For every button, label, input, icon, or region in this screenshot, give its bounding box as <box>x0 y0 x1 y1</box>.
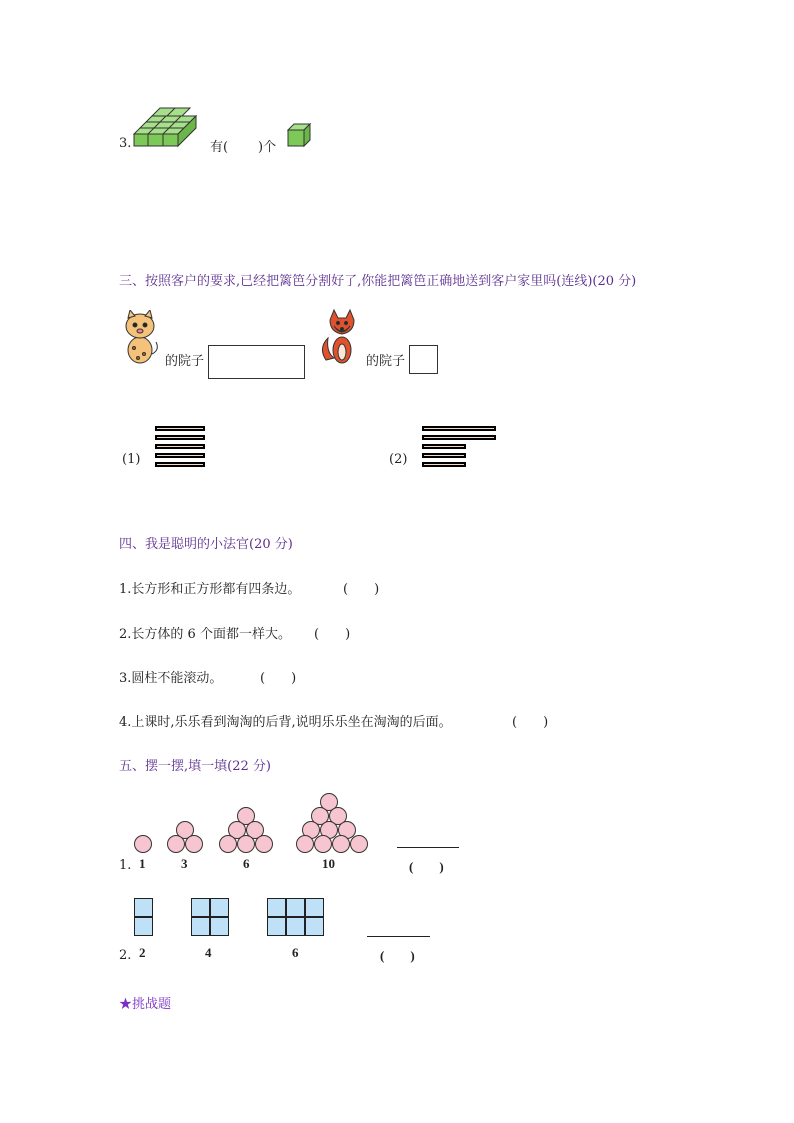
judge-answer-4[interactable]: ( ) <box>512 715 549 730</box>
challenge-label: ★挑战题 <box>119 997 172 1012</box>
section5-heading: 五、摆一摆,填一填(22 分) <box>119 759 271 774</box>
row2-prefix: 2. <box>119 948 132 963</box>
row1-value-10: 10 <box>322 856 335 871</box>
judge-item-4: 4.上课时,乐乐看到淘淘的后背,说明乐乐坐在淘淘的后面。 <box>119 715 452 730</box>
fence-label-1: (1) <box>122 452 141 467</box>
fence-label-2: (2) <box>389 452 408 467</box>
row2-value-4: 4 <box>205 945 212 960</box>
q3-number: 3. <box>119 136 132 151</box>
fox-yard-caption: 的院子 <box>366 354 406 369</box>
q3-have-text: 有( <box>210 140 229 155</box>
cat-yard-box[interactable] <box>208 345 305 379</box>
judge-answer-1[interactable]: ( ) <box>343 582 380 597</box>
section3-heading: 三、按照客户的要求,已经把篱笆分割好了,你能把篱笆正确地送到客户家里吗(连线)(20 分) <box>119 274 637 289</box>
cat-icon <box>120 310 162 364</box>
fox-yard-box[interactable] <box>409 345 438 374</box>
judge-answer-2[interactable]: ( ) <box>314 627 351 642</box>
judge-item-1: 1.长方形和正方形都有四条边。 <box>119 582 301 597</box>
section4-heading: 四、我是聪明的小法官(20 分) <box>119 537 293 552</box>
judge-item-3: 3.圆柱不能滚动。 <box>119 671 223 686</box>
row1-value-6: 6 <box>243 856 250 871</box>
q3-count-text: )个 <box>258 140 277 155</box>
row2-value-2: 2 <box>139 945 146 960</box>
judge-item-2: 2.长方体的 6 个面都一样大。 <box>119 627 291 642</box>
judge-answer-3[interactable]: ( ) <box>260 671 297 686</box>
cat-yard-caption: 的院子 <box>165 354 205 369</box>
single-cube-icon <box>286 122 312 148</box>
row1-value-1: 1 <box>139 856 146 871</box>
row1-answer-blank[interactable]: ( ) <box>409 859 444 874</box>
row1-drawing-line[interactable] <box>397 847 459 848</box>
row1-value-3: 3 <box>181 856 188 871</box>
row1-prefix: 1. <box>119 858 132 873</box>
fox-icon <box>318 308 364 364</box>
row2-answer-blank[interactable]: ( ) <box>380 948 415 963</box>
cube-stack-icon <box>132 102 198 148</box>
row2-drawing-line[interactable] <box>367 936 430 937</box>
row2-value-6: 6 <box>292 945 299 960</box>
